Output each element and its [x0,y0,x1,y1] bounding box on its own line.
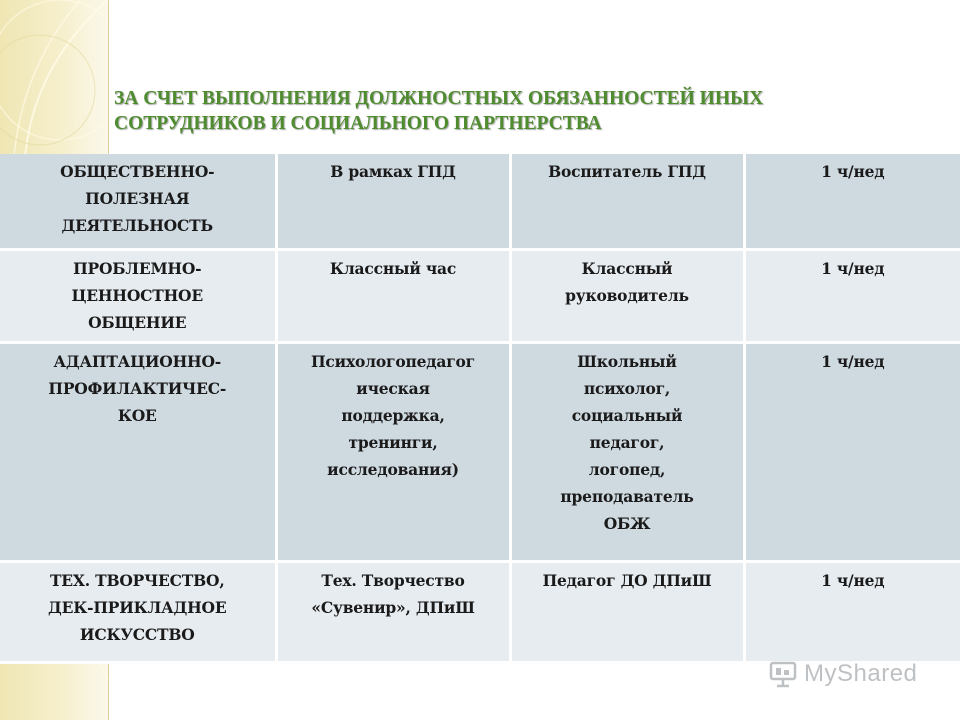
activity-cell [0,562,276,663]
slide-title [114,86,944,136]
cell-text: преподаватель [560,487,694,506]
cell-text: Школьный [577,352,677,371]
form-cell [276,343,510,562]
cell-text: В рамках ГПД [330,162,456,181]
cell-text: «Сувенир», ДПиШ [311,598,475,617]
cell-text: психолог, [583,379,671,398]
cell-text: Воспитатель ГПД [548,162,706,181]
watermark-text: MyShared [804,660,918,687]
slide-title-line-1: ЗА СЧЕТ ВЫПОЛНЕНИЯ ДОЛЖНОСТНЫХ ОБЯЗАННОСТЕЙ ИНЫХ [114,88,764,109]
cell-text: ОБЩЕНИЕ [88,313,187,332]
cell-text: логопед, [588,460,666,479]
cell-text: ОБЩЕСТВЕННО- [60,162,215,181]
cell-text: ТЕХ. ТВОРЧЕСТВО, [49,571,225,590]
cell-text: поддержка, [341,406,445,425]
cell-text: Тех. Творчество [321,571,465,590]
table-row [0,343,960,562]
hours-cell: 1 ч/нед [744,343,960,562]
activity-cell [0,250,276,343]
responsible-cell [510,343,744,562]
cell-text: исследования) [327,460,459,479]
slide-title-line-2: СОТРУДНИКОВ И СОЦИАЛЬНОГО ПАРТНЕРСТВА [114,113,602,134]
cell-text: Классный [581,259,673,278]
cell-text: ПОЛЕЗНАЯ [85,189,190,208]
cell-text: ИСКУССТВО [79,625,195,644]
activities-table [0,154,960,664]
table-row [0,250,960,343]
table-row [0,562,960,663]
hours-cell: 1 ч/нед [744,250,960,343]
hours-cell: 1 ч/нед [744,154,960,250]
form-cell [276,562,510,663]
cell-text: ОБЖ [603,514,651,533]
cell-text: руководитель [565,286,689,305]
table-row [0,154,960,250]
cell-text: ическая [356,379,430,398]
cell-text: ПРОБЛЕМНО- [73,259,202,278]
presentation-board-icon [768,659,798,689]
activity-cell [0,343,276,562]
cell-text: КОЕ [117,406,157,425]
cell-text: Психологопедагог [311,352,475,371]
form-cell [276,154,510,250]
cell-text: ДЕК-ПРИКЛАДНОЕ [48,598,227,617]
responsible-cell [510,250,744,343]
hours-cell: 1 ч/нед [744,562,960,663]
cell-text: социальный [571,406,683,425]
cell-text: ПРОФИЛАКТИЧЕС- [48,379,227,398]
responsible-cell [510,154,744,250]
cell-text: Классный час [329,259,457,278]
cell-text: ЦЕННОСТНОЕ [71,286,203,305]
form-cell [276,250,510,343]
cell-text: тренинги, [348,433,438,452]
cell-text: ДЕЯТЕЛЬНОСТЬ [61,216,214,235]
activity-cell [0,154,276,250]
cell-text: педагог, [589,433,665,452]
cell-text: Педагог ДО ДПиШ [542,571,712,590]
watermark [768,654,928,694]
responsible-cell [510,562,744,663]
cell-text: АДАПТАЦИОННО- [53,352,222,371]
